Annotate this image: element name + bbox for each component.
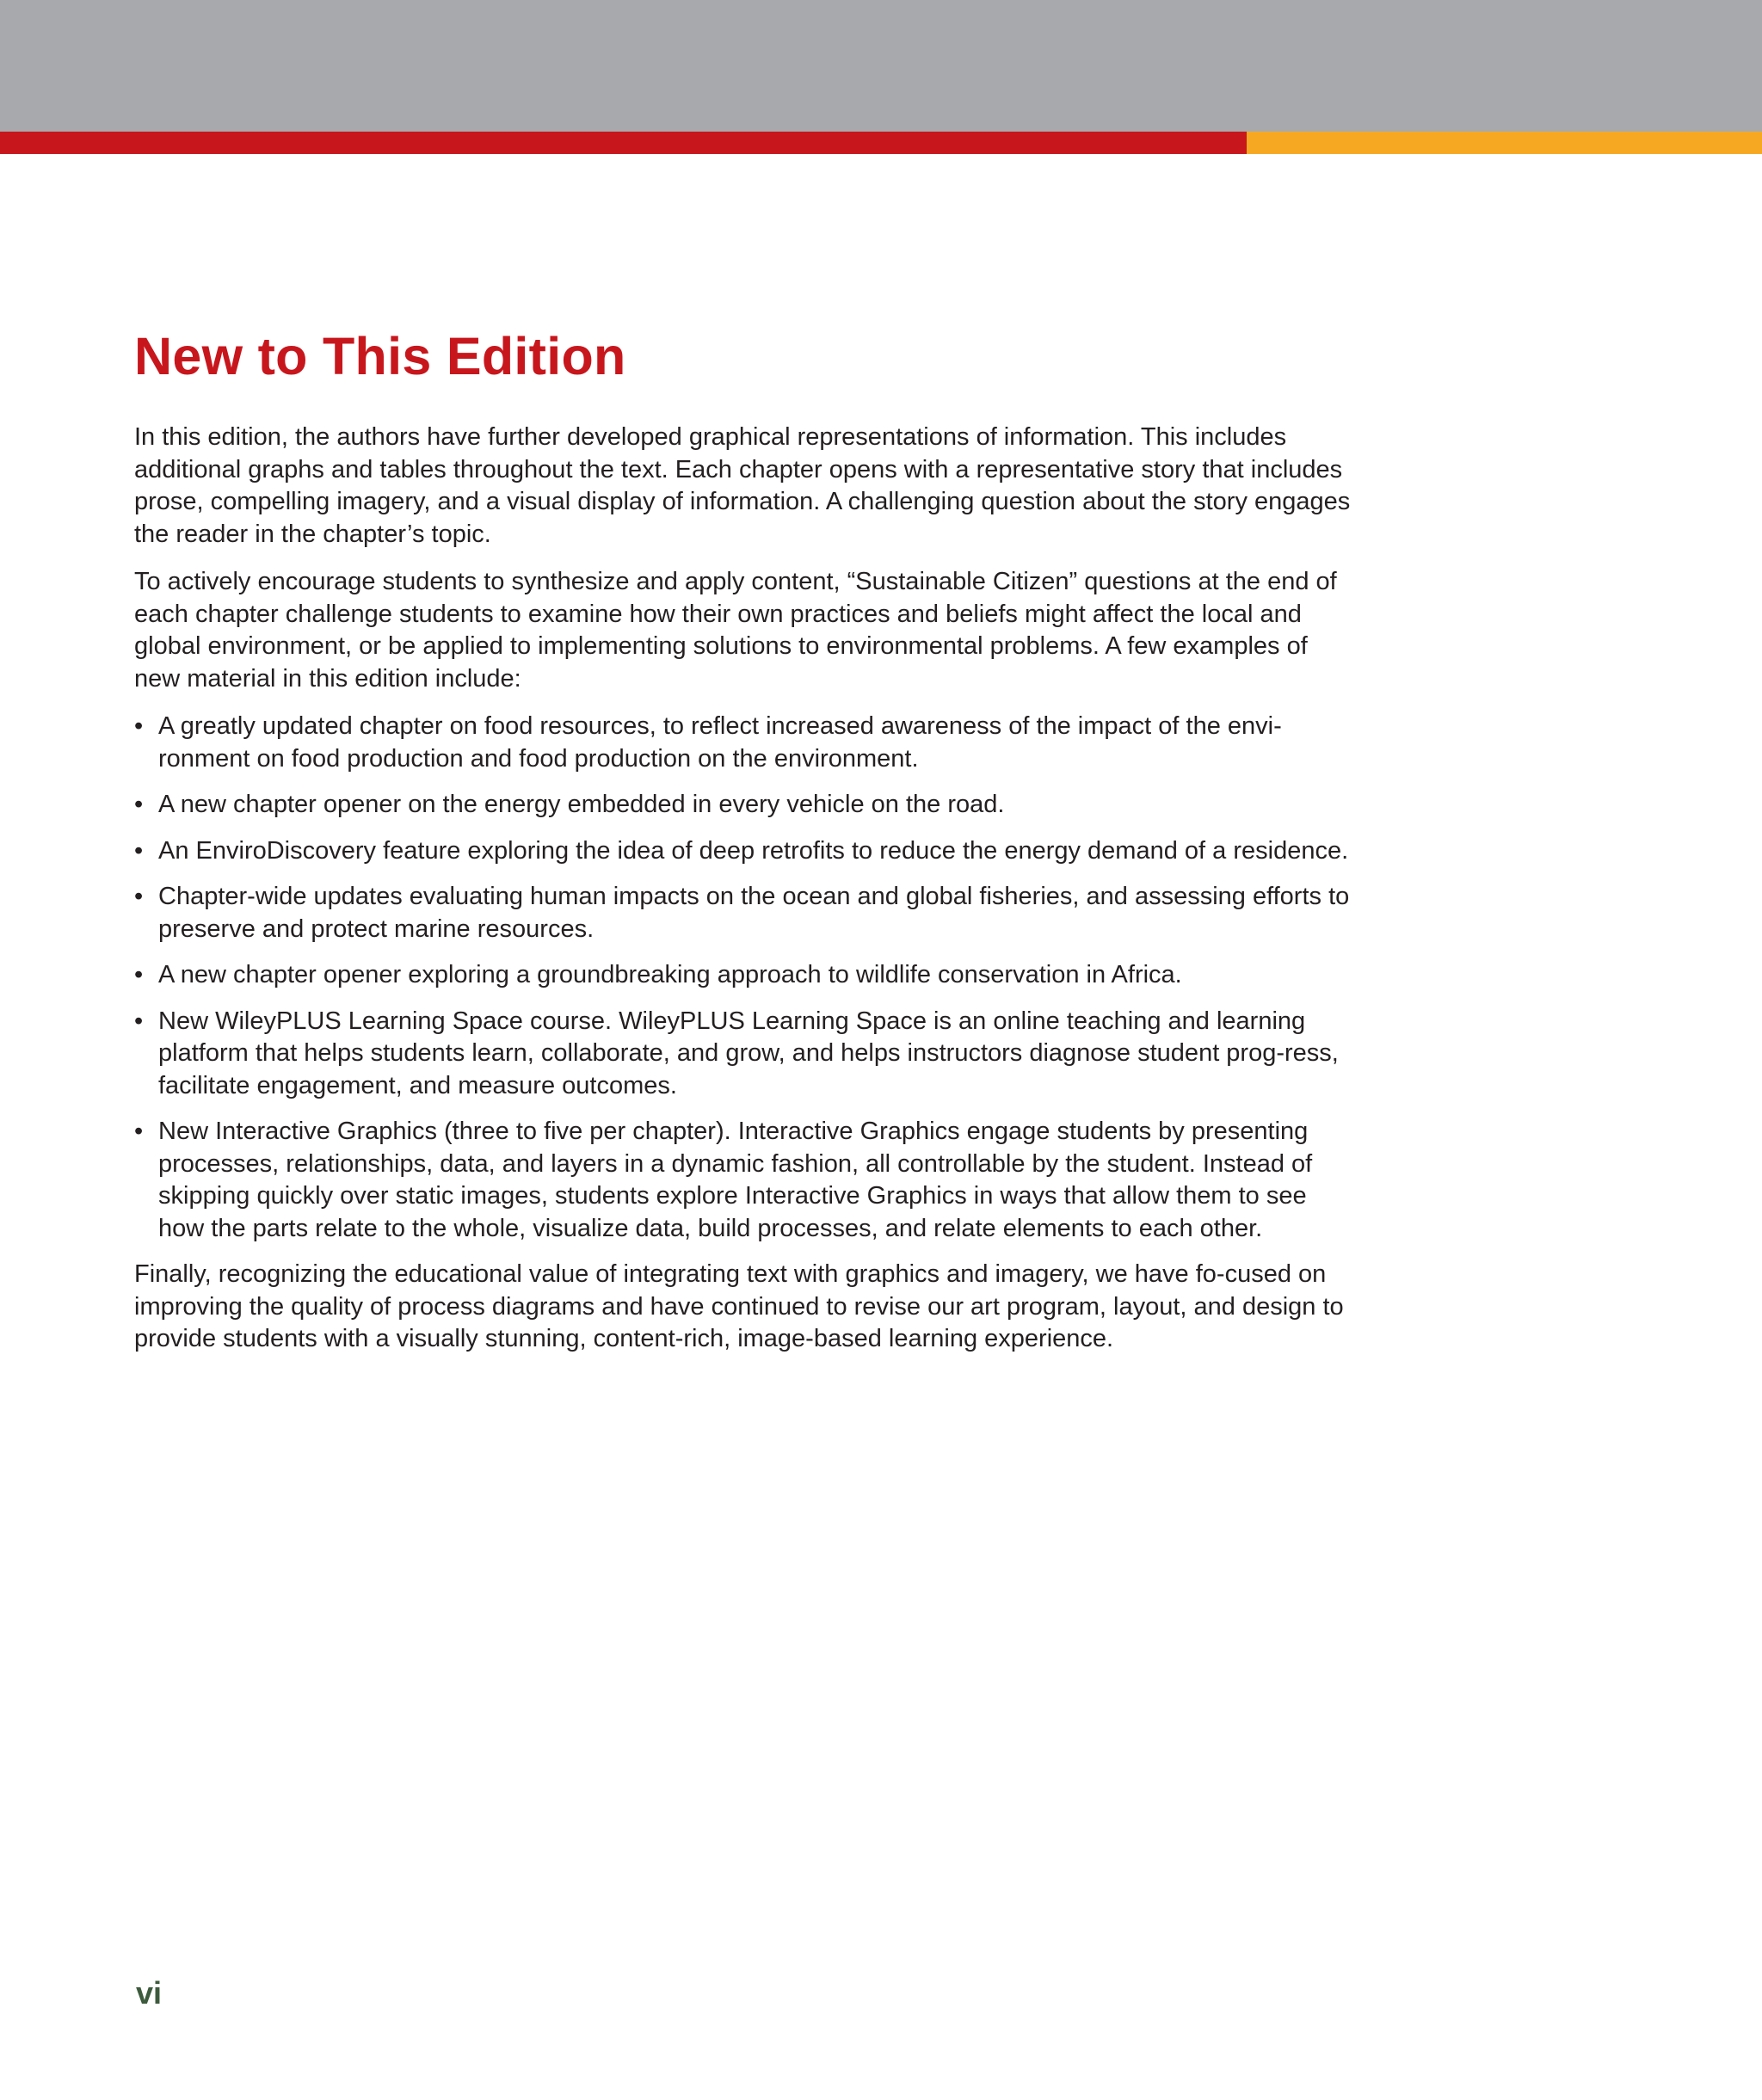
- list-item-text: Chapter-wide updates evaluating human impacts on the ocean and global fisheries, and assessing efforts to preserve and protect marine resources.: [158, 883, 1350, 943]
- bullet-icon: •: [134, 883, 144, 910]
- sustainable-citizen-paragraph: To actively encourage students to synthesize and apply content, “Sustainable Citizen” questions at the end of each chapter challenge students to examine how their own practices and beliefs might affect the local and global environment, or be applied to implementing solutions to environmental problems. A few examples of new material in this edition include:: [134, 568, 1337, 693]
- list-item: [134, 1006, 1356, 1103]
- header-band: [0, 0, 1762, 132]
- bullet-icon: •: [134, 836, 144, 865]
- intro-paragraph: In this edition, the authors have further developed graphical representations of information. This includes additional graphs and tables throughout the text. Each chapter opens with a representative story that includes prose, compelling imagery, and a visual display of information. A challenging question about the story engages the reader in the chapter’s topic.: [134, 423, 1351, 548]
- closing-paragraph: Finally, recognizing the educational value of integrating text with graphics and imagery, we have fo-cused on improving the quality of process diagrams and have continued to revise our art program, layout, and design to provide students with a visually stunning, content-rich, image-based learning experience.: [134, 1260, 1344, 1352]
- new-material-list: [134, 711, 1356, 1245]
- bullet-icon: •: [134, 961, 144, 988]
- list-item: [134, 959, 1356, 992]
- page-title: New to This Edition: [134, 327, 626, 385]
- bullet-icon: •: [134, 1118, 144, 1145]
- list-item: [134, 881, 1356, 945]
- header-stripe-red: [0, 132, 1247, 154]
- list-item: [134, 835, 1356, 868]
- list-item-text: A new chapter opener on the energy embedded in every vehicle on the road.: [158, 791, 1005, 818]
- list-item: [134, 1116, 1356, 1245]
- list-item: [134, 789, 1356, 822]
- list-item: [134, 711, 1356, 775]
- bullet-icon: •: [134, 791, 144, 818]
- bullet-icon: •: [134, 712, 144, 740]
- bullet-icon: •: [134, 1007, 144, 1035]
- main-content: [134, 317, 1356, 1371]
- header-stripe-orange: [1247, 132, 1762, 154]
- page-number: vi: [136, 1975, 163, 2011]
- list-item-text: A new chapter opener exploring a groundbreaking approach to wildlife conservation in Africa.: [158, 961, 1182, 988]
- list-item-text: New Interactive Graphics (three to five per chapter). Interactive Graphics engage students by presenting processes, relationships, data, and layers in a dynamic fashion, all controllable by the student. Instead of skipping quickly over static images, students explore Interactive Graphics in ways that allow them to see how the parts relate to the whole, visualize data, build processes, and relate elements to each other.: [158, 1118, 1313, 1242]
- list-item-text: New WileyPLUS Learning Space course. WileyPLUS Learning Space is an online teaching and learning platform that helps students learn, collaborate, and grow, and helps instructors diagnose student prog-ress, facilitate engagement, and measure outcomes.: [158, 1007, 1339, 1099]
- list-item-text: An EnviroDiscovery feature exploring the idea of deep retrofits to reduce the energy demand of a residence.: [158, 836, 1349, 865]
- list-item-text: A greatly updated chapter on food resources, to reflect increased awareness of the impact of the envi-ronment on food production and food production on the environment.: [158, 712, 1282, 773]
